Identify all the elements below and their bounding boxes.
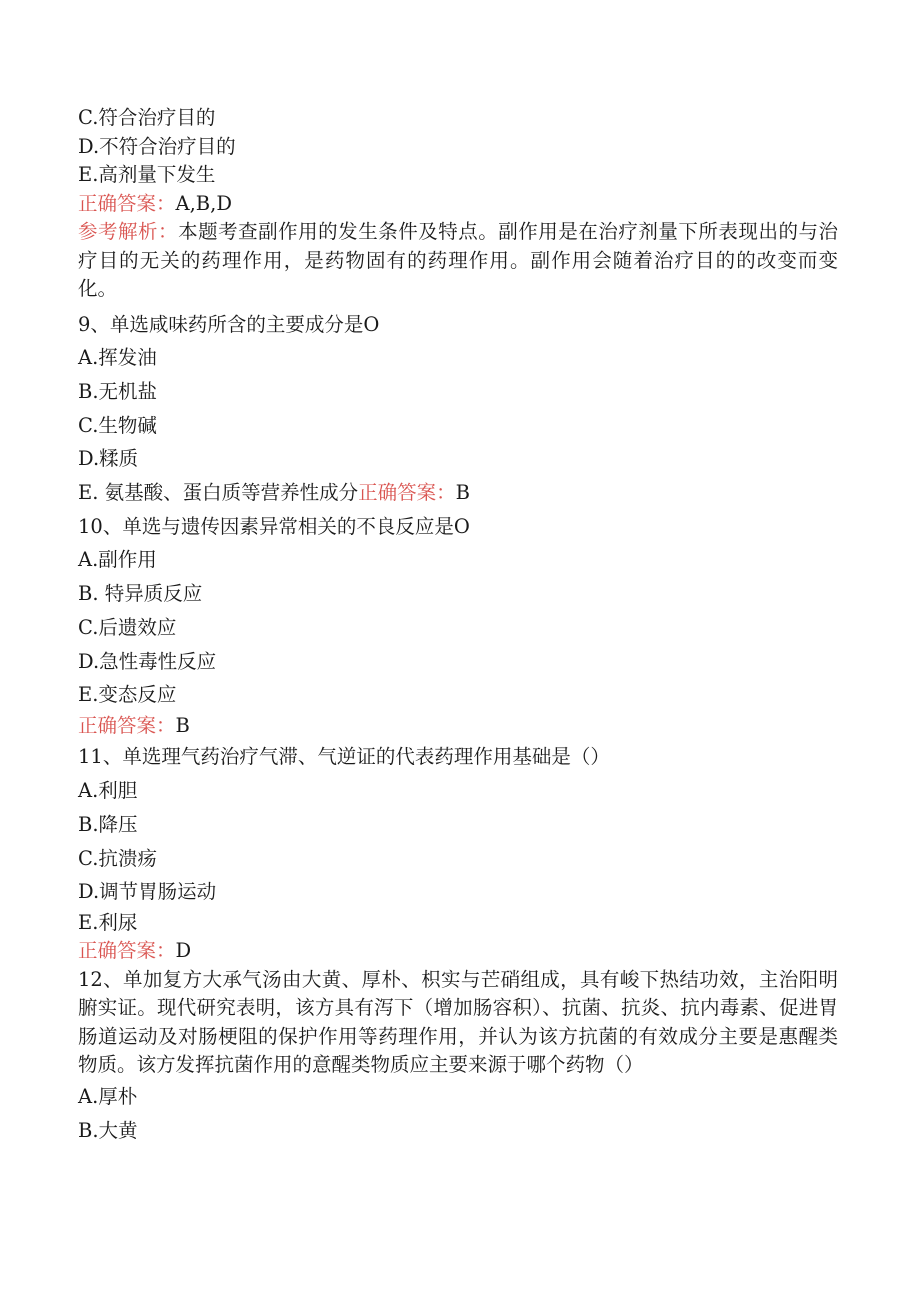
analysis-label: 参考解析：: [78, 220, 179, 243]
option-a: A.厚朴: [78, 1084, 138, 1108]
option-c: C.生物碱: [78, 413, 157, 437]
question-11: [78, 740, 838, 966]
option-d: D.急性毒性反应: [78, 649, 217, 673]
question-12: [78, 966, 838, 1147]
option-a: A.挥发油: [78, 346, 157, 370]
option-e: E. 氨基酸、蛋白质等营养性成分: [78, 481, 359, 505]
option-b: B.无机盐: [78, 379, 158, 403]
question-10: [78, 510, 838, 741]
option-b: B. 特异质反应: [78, 582, 203, 606]
answer-value: B: [455, 481, 470, 505]
answer-label: 正确答案：: [78, 713, 176, 737]
option-b: B.降压: [78, 812, 138, 836]
answer-line: [78, 712, 838, 741]
option-c: C.抗溃疡: [78, 846, 157, 870]
answer-value: A,B,D: [175, 191, 232, 215]
option-c: C.后遗效应: [78, 615, 177, 639]
option-a: A.利胆: [78, 779, 138, 803]
option-e: E.利尿: [78, 910, 138, 934]
answer-line: [78, 937, 838, 966]
option-b: B.大黄: [78, 1118, 138, 1142]
option-e-with-answer: [78, 476, 838, 510]
question-8-tail: [78, 104, 838, 304]
option-c: C.符合治疗目的: [78, 106, 216, 129]
question-9: [78, 308, 838, 510]
option-d: D.糅质: [78, 447, 139, 471]
answer-line: [78, 190, 838, 219]
answer-value: D: [175, 939, 192, 963]
answer-label: 正确答案：: [78, 191, 176, 215]
document-page: [78, 104, 838, 1147]
option-e: E.高剂量下发生: [78, 163, 216, 186]
question-stem: 9、单选咸味药所含的主要成分是O: [78, 312, 380, 336]
answer-label: 正确答案：: [358, 481, 456, 505]
question-stem: 10、单选与遗传因素异常相关的不良反应是O: [78, 514, 470, 538]
analysis-text: 本题考查副作用的发生条件及特点。副作用是在治疗剂量下所表现出的与治疗目的无关的药理作用，是药物固有的药理作用。副作用会随着治疗目的的改变而变化。: [78, 220, 838, 300]
option-e: E.变态反应: [78, 683, 177, 707]
answer-value: B: [175, 713, 190, 737]
option-d: D.调节胃肠运动: [78, 880, 217, 904]
question-stem: 11、单选理气药治疗气滞、气逆证的代表药理作用基础是（）: [78, 745, 610, 769]
answer-label: 正确答案：: [78, 939, 176, 963]
analysis-paragraph: [78, 218, 838, 304]
question-stem: 12、单加复方大承气汤由大黄、厚朴、枳实与芒硝组成，具有峻下热结功效，主治阳明腑实证。现代研究表明，该方具有泻下（增加肠容积）、抗菌、抗炎、抗内毒素、促进胃肠道运动及对肠梗阻的保护作用等药理作用，并认为该方抗菌的有效成分主要是惠醒类物质。该方发挥抗菌作用的意醒类物质应主要来源于哪个药物（）: [78, 967, 838, 1077]
option-d: D.不符合治疗目的: [78, 134, 236, 158]
option-a: A.副作用: [78, 548, 157, 572]
